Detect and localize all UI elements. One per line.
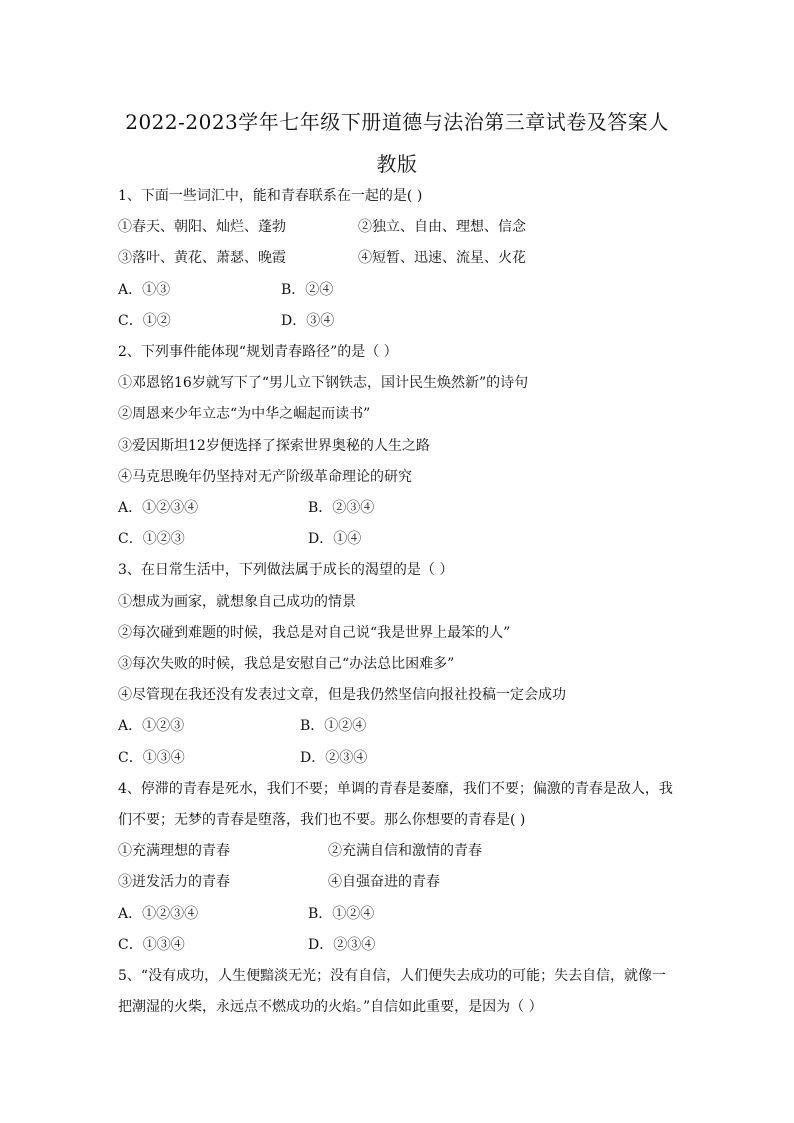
- question-4-option-a: A．①②③④: [118, 906, 199, 922]
- question-4-item-1: ①充满理想的青春: [118, 843, 230, 859]
- question-3-option-c: C．①③④: [118, 750, 185, 766]
- question-3-item-4: ④尽管现在我还没有发表过文章，但是我仍然坚信向报社投稿一定会成功: [118, 687, 566, 703]
- question-2-item-1: ①邓恩铭16岁就写下了“男儿立下钢铁志，国计民生焕然新”的诗句: [118, 375, 529, 391]
- question-1-option-d: D．③④: [281, 313, 335, 329]
- question-4-option-c: C．①③④: [118, 937, 185, 953]
- question-1-option-c: C．①②: [118, 313, 171, 329]
- question-1-item-3: ③落叶、黄花、萧瑟、晚霞: [118, 250, 286, 266]
- question-4-option-b: B．①②④: [308, 906, 375, 922]
- question-2-option-row: [118, 530, 362, 548]
- question-4-item-row: [118, 842, 482, 860]
- question-2-stem: 2、下列事件能体现“规划青春路径”的是（ ）: [118, 344, 398, 360]
- question-3-option-b: B．①②④: [300, 718, 367, 734]
- question-3-stem: 3、在日常生活中，下列做法属于成长的渴望的是（ ）: [118, 562, 454, 578]
- question-4-option-d: D．②③④: [308, 937, 376, 953]
- question-2-option-c: C．①②③: [118, 531, 185, 547]
- question-2-option-b: B．②③④: [308, 500, 375, 516]
- question-4-stem-line1: 4、停滞的青春是死水，我们不要；单调的青春是萎靡，我们不要；偏激的青春是敌人，我: [118, 781, 673, 797]
- question-3-item-2: ②每次碰到难题的时候，我总是对自己说“我是世界上最笨的人”: [118, 625, 511, 641]
- question-1-item-row: [118, 218, 526, 236]
- question-3-item-3: ③每次失败的时候，我总是安慰自己“办法总比困难多”: [118, 656, 455, 672]
- question-2-item-4: ④马克思晚年仍坚持对无产阶级革命理论的研究: [118, 469, 412, 485]
- question-3-option-a: A．①②③: [118, 718, 185, 734]
- question-1-item-1: ①春天、朝阳、灿烂、蓬勃: [118, 219, 286, 235]
- question-1-item-2: ②独立、自由、理想、信念: [358, 219, 526, 235]
- question-4-item-2: ②充满自信和激情的青春: [328, 843, 482, 859]
- question-2-option-row: [118, 499, 375, 517]
- question-2-item-3: ③爱因斯坦12岁便选择了探索世界奥秘的人生之路: [118, 438, 430, 454]
- question-2-option-d: D．①④: [308, 531, 362, 547]
- question-1-option-row: [118, 312, 335, 330]
- document-title-line1: 2022-2023学年七年级下册道德与法治第三章试卷及答案人: [125, 110, 669, 134]
- question-1-stem: 1、下面一些词汇中，能和青春联系在一起的是( ): [118, 188, 423, 204]
- question-3-option-d: D．②③④: [300, 750, 368, 766]
- question-3-option-row: [118, 717, 367, 735]
- question-1-option-row: [118, 281, 334, 299]
- question-1-item-row: [118, 249, 526, 267]
- question-5-stem-line2: 把潮湿的火柴，永远点不燃成功的火焰。”自信如此重要，是因为（ ）: [118, 999, 543, 1015]
- question-4-item-4: ④自强奋进的青春: [328, 874, 440, 890]
- question-2-item-2: ②周恩来少年立志“为中华之崛起而读书”: [118, 406, 371, 422]
- question-1-item-4: ④短暂、迅速、流星、火花: [358, 250, 526, 266]
- question-4-option-row: [118, 905, 375, 923]
- question-1-option-b: B．②④: [281, 282, 334, 298]
- question-4-item-row: [118, 873, 440, 891]
- question-3-item-1: ①想成为画家，就想象自己成功的情景: [118, 594, 356, 610]
- question-4-option-row: [118, 936, 376, 954]
- question-2-option-a: A．①②③④: [118, 500, 199, 516]
- question-4-item-3: ③迸发活力的青春: [118, 874, 230, 890]
- question-3-option-row: [118, 749, 368, 767]
- document-title-line2: 教版: [376, 152, 418, 176]
- question-5-stem-line1: 5、“没有成功，人生便黯淡无光；没有自信，人们便失去成功的可能；失去自信，就像一: [118, 968, 667, 984]
- question-4-stem-line2: 们不要；无梦的青春是堕落，我们也不要。那么你想要的青春是( ): [118, 812, 526, 828]
- question-1-option-a: A．①③: [118, 282, 171, 298]
